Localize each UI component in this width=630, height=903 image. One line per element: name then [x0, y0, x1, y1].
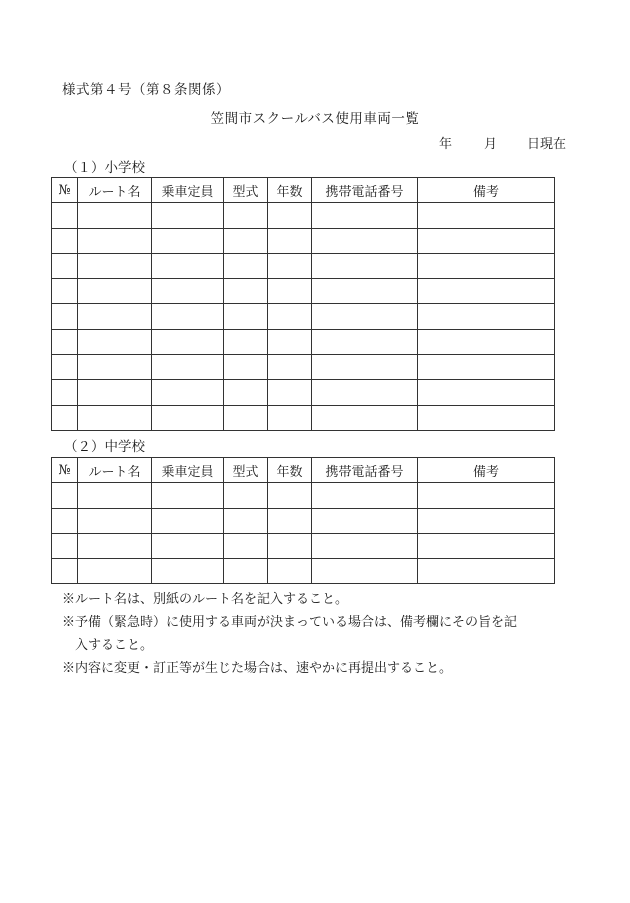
cell-model[interactable] [224, 279, 268, 304]
cell-remarks[interactable] [418, 508, 555, 533]
date-day-suffix: 日現在 [526, 137, 566, 152]
cell-model[interactable] [224, 304, 268, 329]
cell-phone[interactable] [312, 380, 418, 405]
cell-phone[interactable] [312, 329, 418, 354]
col-header-no: № [52, 178, 78, 203]
cell-remarks[interactable] [418, 279, 555, 304]
cell-route-name[interactable] [78, 228, 152, 253]
cell-phone[interactable] [312, 405, 418, 430]
cell-capacity[interactable] [152, 228, 224, 253]
table-row [52, 483, 555, 508]
table-row [52, 355, 555, 380]
section-label-elementary: （１）小学校 [64, 160, 145, 176]
cell-capacity[interactable] [152, 203, 224, 228]
cell-model[interactable] [224, 228, 268, 253]
col-header-capacity: 乗車定員 [152, 178, 224, 203]
cell-no[interactable] [52, 253, 78, 278]
cell-remarks[interactable] [418, 483, 555, 508]
col-header-remarks: 備考 [418, 458, 555, 483]
cell-capacity[interactable] [152, 559, 224, 584]
cell-capacity[interactable] [152, 253, 224, 278]
col-header-years: 年数 [268, 178, 312, 203]
table-row [52, 508, 555, 533]
cell-remarks[interactable] [418, 559, 555, 584]
col-header-route-name: ルート名 [78, 178, 152, 203]
cell-years[interactable] [268, 533, 312, 558]
date-month: 月 [483, 137, 497, 152]
note-spare-vehicle-cont: 入すること。 [75, 638, 154, 653]
col-header-model: 型式 [224, 178, 268, 203]
cell-phone[interactable] [312, 559, 418, 584]
cell-route-name[interactable] [78, 355, 152, 380]
table-row [52, 329, 555, 354]
cell-remarks[interactable] [418, 228, 555, 253]
cell-years[interactable] [268, 279, 312, 304]
table-row [52, 380, 555, 405]
cell-phone[interactable] [312, 508, 418, 533]
cell-route-name[interactable] [78, 304, 152, 329]
table-header-row [52, 458, 555, 483]
cell-capacity[interactable] [152, 304, 224, 329]
date-line [439, 133, 566, 152]
cell-years[interactable] [268, 203, 312, 228]
cell-remarks[interactable] [418, 203, 555, 228]
cell-capacity[interactable] [152, 355, 224, 380]
note-route-name: ※ルート名は、別紙のルート名を記入すること。 [62, 592, 349, 607]
cell-route-name[interactable] [78, 279, 152, 304]
cell-no[interactable] [52, 533, 78, 558]
cell-remarks[interactable] [418, 253, 555, 278]
table-row [52, 279, 555, 304]
table-row [52, 203, 555, 228]
cell-no[interactable] [52, 279, 78, 304]
cell-model[interactable] [224, 405, 268, 430]
cell-remarks[interactable] [418, 304, 555, 329]
cell-model[interactable] [224, 203, 268, 228]
cell-no[interactable] [52, 329, 78, 354]
cell-model[interactable] [224, 355, 268, 380]
cell-route-name[interactable] [78, 559, 152, 584]
cell-no[interactable] [52, 559, 78, 584]
cell-no[interactable] [52, 304, 78, 329]
cell-phone[interactable] [312, 228, 418, 253]
cell-years[interactable] [268, 483, 312, 508]
elementary-school-table [51, 177, 555, 431]
col-header-phone: 携帯電話番号 [312, 458, 418, 483]
cell-phone[interactable] [312, 355, 418, 380]
document-title: 笠間市スクールバス使用車両一覧 [210, 111, 420, 127]
cell-phone[interactable] [312, 253, 418, 278]
cell-phone[interactable] [312, 533, 418, 558]
cell-no[interactable] [52, 355, 78, 380]
cell-route-name[interactable] [78, 508, 152, 533]
note-resubmit: ※内容に変更・訂正等が生じた場合は、速やかに再提出すること。 [62, 661, 453, 676]
cell-capacity[interactable] [152, 405, 224, 430]
cell-capacity[interactable] [152, 533, 224, 558]
cell-years[interactable] [268, 228, 312, 253]
cell-capacity[interactable] [152, 483, 224, 508]
cell-no[interactable] [52, 203, 78, 228]
cell-route-name[interactable] [78, 253, 152, 278]
cell-remarks[interactable] [418, 329, 555, 354]
col-header-years: 年数 [268, 458, 312, 483]
cell-route-name[interactable] [78, 380, 152, 405]
notes-block [62, 588, 582, 680]
cell-years[interactable] [268, 253, 312, 278]
cell-years[interactable] [268, 405, 312, 430]
cell-capacity[interactable] [152, 508, 224, 533]
cell-no[interactable] [52, 508, 78, 533]
cell-years[interactable] [268, 355, 312, 380]
col-header-remarks: 備考 [418, 178, 555, 203]
col-header-route-name: ルート名 [78, 458, 152, 483]
cell-route-name[interactable] [78, 483, 152, 508]
section-label-junior-high: （２）中学校 [64, 439, 145, 455]
form-number-label: 様式第４号（第８条関係） [62, 82, 230, 98]
cell-phone[interactable] [312, 279, 418, 304]
cell-capacity[interactable] [152, 279, 224, 304]
cell-model[interactable] [224, 508, 268, 533]
col-header-model: 型式 [224, 458, 268, 483]
cell-model[interactable] [224, 329, 268, 354]
cell-model[interactable] [224, 253, 268, 278]
table-row [52, 228, 555, 253]
cell-years[interactable] [268, 304, 312, 329]
cell-route-name[interactable] [78, 203, 152, 228]
junior-high-school-table [51, 457, 555, 584]
cell-route-name[interactable] [78, 533, 152, 558]
col-header-phone: 携帯電話番号 [312, 178, 418, 203]
table-row [52, 559, 555, 584]
cell-phone[interactable] [312, 203, 418, 228]
note-spare-vehicle: ※予備（緊急時）に使用する車両が決まっている場合は、備考欄にその旨を記 [62, 615, 518, 630]
cell-years[interactable] [268, 559, 312, 584]
cell-phone[interactable] [312, 483, 418, 508]
cell-years[interactable] [268, 329, 312, 354]
cell-no[interactable] [52, 380, 78, 405]
cell-no[interactable] [52, 405, 78, 430]
table-row [52, 253, 555, 278]
cell-route-name[interactable] [78, 405, 152, 430]
cell-no[interactable] [52, 483, 78, 508]
col-header-capacity: 乗車定員 [152, 458, 224, 483]
table-header-row [52, 178, 555, 203]
cell-capacity[interactable] [152, 380, 224, 405]
cell-phone[interactable] [312, 304, 418, 329]
cell-remarks[interactable] [418, 405, 555, 430]
table-row [52, 405, 555, 430]
cell-model[interactable] [224, 559, 268, 584]
cell-no[interactable] [52, 228, 78, 253]
cell-remarks[interactable] [418, 533, 555, 558]
cell-remarks[interactable] [418, 355, 555, 380]
cell-model[interactable] [224, 533, 268, 558]
cell-model[interactable] [224, 380, 268, 405]
table-row [52, 533, 555, 558]
cell-years[interactable] [268, 508, 312, 533]
cell-years[interactable] [268, 380, 312, 405]
table-row [52, 304, 555, 329]
cell-model[interactable] [224, 483, 268, 508]
cell-remarks[interactable] [418, 380, 555, 405]
col-header-no: № [52, 458, 78, 483]
cell-capacity[interactable] [152, 329, 224, 354]
date-year: 年 [438, 137, 452, 152]
cell-route-name[interactable] [78, 329, 152, 354]
